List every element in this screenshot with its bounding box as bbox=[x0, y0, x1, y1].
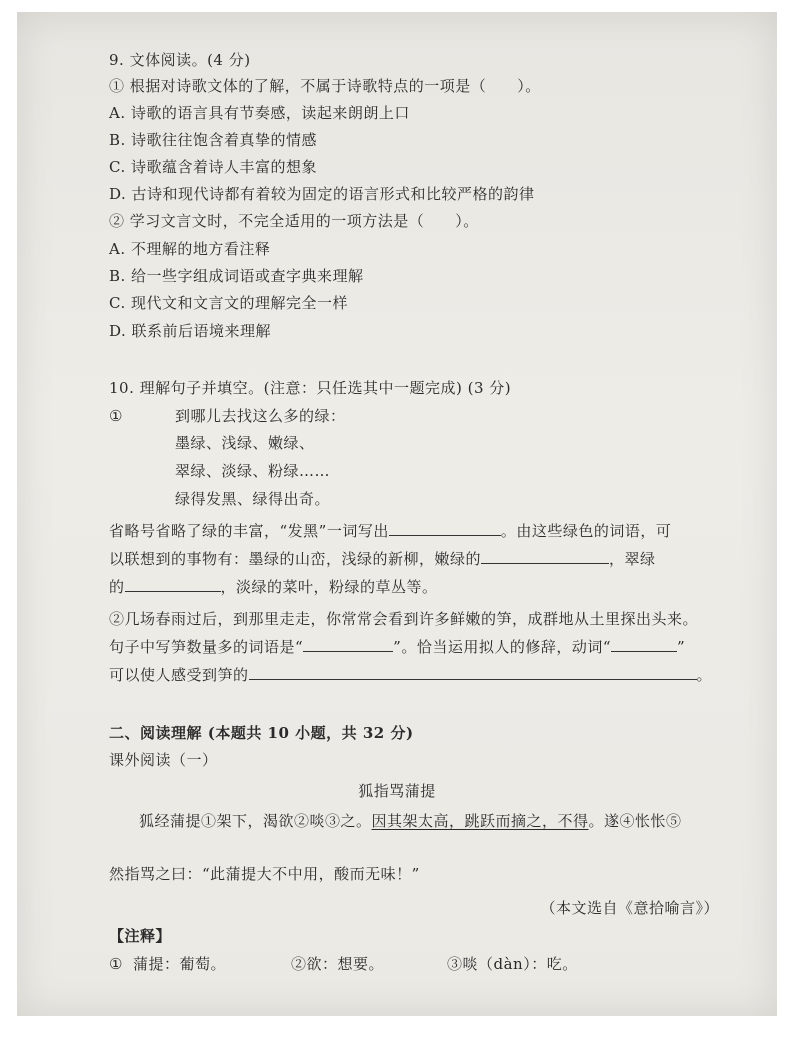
passage-source: （本文选自《意拾喻言》） bbox=[540, 899, 719, 917]
q10-poem-line-2: 墨绿、浅绿、嫩绿、 bbox=[175, 434, 315, 452]
q10-para1-line3 bbox=[109, 577, 438, 597]
note-2: ②欲：想要。 bbox=[291, 955, 385, 973]
q10-para2-text-f: 。 bbox=[696, 666, 713, 684]
q10-para1-text-b: 。由这些绿色的词语，可 bbox=[500, 522, 672, 540]
note-1-marker: ① bbox=[109, 955, 123, 973]
q10-para2-line3 bbox=[109, 665, 712, 685]
section2-subtitle: 课外阅读（一） bbox=[109, 751, 218, 769]
passage-line2: 然指骂之曰：“此蒲提大不中用，酸而无味！” bbox=[109, 865, 420, 883]
passage-title: 狐指骂蒲提 bbox=[358, 782, 436, 800]
exam-page bbox=[17, 12, 777, 1016]
q10-para1-line2 bbox=[109, 549, 656, 569]
q10-para2-text-c: ”。恰当运用拟人的修辞，动词“ bbox=[393, 638, 612, 656]
q9-sub2-option-d: D. 联系前后语境来理解 bbox=[109, 322, 272, 340]
note-1: 蒲提：葡萄。 bbox=[133, 955, 227, 973]
q10-para2-line2 bbox=[109, 637, 685, 657]
answer-blank-3[interactable] bbox=[125, 577, 221, 592]
q10-para2-text-b: 句子中写笋数量多的词语是“ bbox=[109, 638, 304, 656]
q10-poem-line-4: 绿得发黑、绿得出奇。 bbox=[175, 490, 331, 508]
notes-title: 【注释】 bbox=[109, 927, 172, 945]
note-3: ③啖（dàn）：吃。 bbox=[447, 955, 578, 973]
q9-title: 9. 文体阅读。(4 分) bbox=[109, 51, 251, 69]
q9-sub2: ② 学习文言文时，不完全适用的一项方法是（ ）。 bbox=[109, 212, 479, 230]
q10-para1-text-c: 以联想到的事物有：墨绿的山峦，浅绿的新柳，嫩绿的 bbox=[109, 550, 482, 568]
passage-text-b: 。遂④怅怅⑤ bbox=[588, 812, 682, 830]
section2-title: 二、阅读理解 (本题共 10 小题，共 32 分) bbox=[109, 724, 414, 742]
passage-line1 bbox=[139, 811, 682, 831]
passage-text-a: 狐经蒲提①架下，渴欲②啖③之。 bbox=[139, 812, 372, 830]
q10-para2-text-e: 可以使人感受到笋的 bbox=[109, 666, 249, 684]
q10-poem-line-1: 到哪儿去找这么多的绿： bbox=[175, 407, 346, 425]
q10-para1-line1 bbox=[109, 521, 671, 541]
q10-poem-marker: ① bbox=[109, 407, 123, 425]
q10-para2-line1: ②几场春雨过后，到那里走走，你常常会看到许多鲜嫩的笋，成群地从土里探出头来。 bbox=[109, 610, 699, 628]
q9-sub2-option-a: A. 不理解的地方看注释 bbox=[109, 240, 271, 258]
answer-blank-5[interactable] bbox=[611, 637, 677, 652]
answer-blank-2[interactable] bbox=[481, 549, 609, 564]
q9-sub1-option-a: A. 诗歌的语言具有节奏感，读起来朗朗上口 bbox=[109, 104, 410, 122]
passage-underlined-sentence: 因其架太高，跳跃而摘之，不得 bbox=[371, 812, 589, 830]
answer-blank-1[interactable] bbox=[389, 521, 501, 536]
q9-sub2-option-c: C. 现代文和文言文的理解完全一样 bbox=[109, 294, 348, 312]
q9-sub1: ① 根据对诗歌文体的了解，不属于诗歌特点的一项是（ ）。 bbox=[109, 77, 541, 95]
q10-para1-text-f: ，淡绿的菜叶，粉绿的草丛等。 bbox=[220, 578, 438, 596]
answer-blank-6[interactable] bbox=[249, 665, 697, 680]
q10-para1-text-e: 的 bbox=[109, 578, 125, 596]
q10-para2-text-d: ” bbox=[677, 638, 686, 656]
answer-blank-4[interactable] bbox=[303, 637, 393, 652]
q9-sub1-option-c: C. 诗歌蕴含着诗人丰富的想象 bbox=[109, 158, 317, 176]
q9-sub1-option-d: D. 古诗和现代诗都有着较为固定的语言形式和比较严格的韵律 bbox=[109, 185, 535, 203]
q9-sub1-option-b: B. 诗歌往往饱含着真挚的情感 bbox=[109, 131, 318, 149]
q10-para1-text-a: 省略号省略了绿的丰富，“发黑”一词写出 bbox=[109, 522, 389, 540]
q10-poem-line-3: 翠绿、淡绿、粉绿…… bbox=[175, 462, 331, 480]
q9-sub2-option-b: B. 给一些字组成词语或查字典来理解 bbox=[109, 267, 364, 285]
q10-title: 10. 理解句子并填空。(注意：只任选其中一题完成) (3 分) bbox=[109, 379, 512, 397]
q10-para1-text-d: ，翠绿 bbox=[609, 550, 656, 568]
